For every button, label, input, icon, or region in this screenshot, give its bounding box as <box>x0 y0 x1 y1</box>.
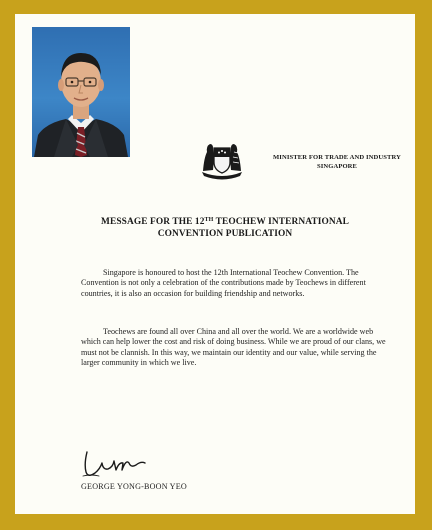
message-heading <box>75 216 375 240</box>
heading-line1-end: TEOCHEW INTERNATIONAL <box>213 217 349 227</box>
signatory-name: GEORGE YONG-BOON YEO <box>81 482 187 491</box>
portrait-photo <box>32 27 130 157</box>
body-paragraph-1: Singapore is honoured to host the 12th International Teochew Convention. The Convention is not only a celebration of the contributions made by Teochews in different countries, it is also an occasion for building friendship and networks. <box>81 268 366 298</box>
handwritten-signature <box>81 446 153 480</box>
heading-line1-start: MESSAGE FOR THE 12 <box>101 217 205 227</box>
letter-page <box>15 14 415 514</box>
minister-title-line1: MINISTER FOR TRADE AND INDUSTRY <box>272 154 402 161</box>
coat-of-arms-icon <box>199 138 245 180</box>
heading-ordinal-suffix: TH <box>204 217 214 223</box>
heading-line1 <box>75 216 375 228</box>
body-paragraph-2: Teochews are found all over China and all over the world. We are a worldwide web which can help lower the cost and risk of doing business. While we are proud of our clans, we must not be clannish. In this way, we maintain our identity and our value, while serving the larger community in which we live. <box>81 327 386 368</box>
portrait-illustration <box>32 27 130 157</box>
heading-line2: CONVENTION PUBLICATION <box>157 229 293 239</box>
minister-title-line2: SINGAPORE <box>316 162 358 170</box>
minister-title <box>267 154 407 171</box>
